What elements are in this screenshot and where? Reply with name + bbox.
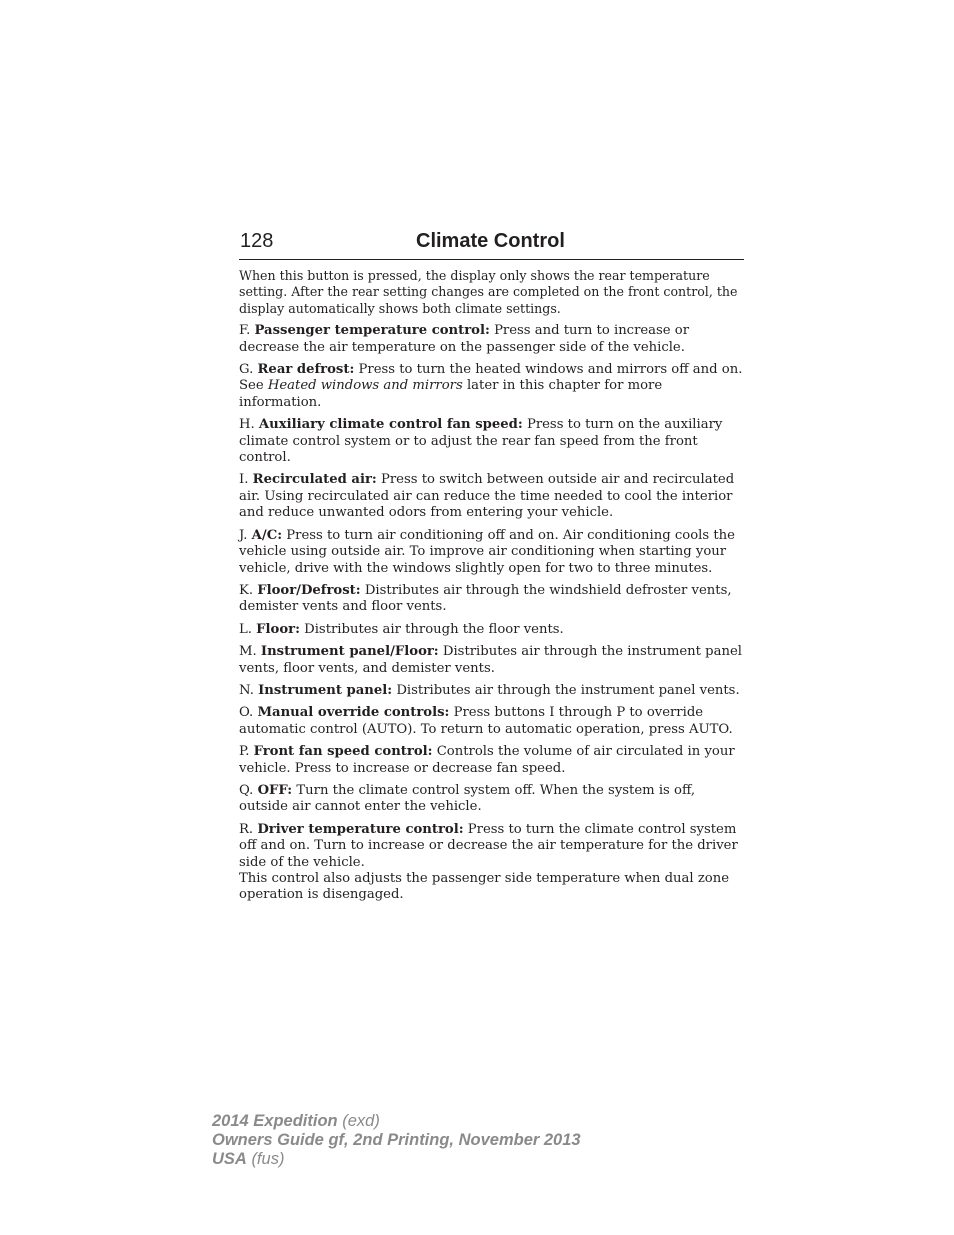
item-term: Rear defrost: — [257, 362, 355, 378]
item-term: Instrument panel/Floor: — [260, 644, 439, 660]
item-term: Manual override controls: — [257, 705, 450, 721]
footer-market: USA — [212, 1150, 247, 1168]
item-letter: H. — [239, 417, 255, 433]
footer-vehicle-code: (exd) — [342, 1112, 380, 1130]
page-footer — [212, 1112, 581, 1169]
item-text: Distributes air through the instrument panel vents, floor vents, and demister vents. — [239, 644, 742, 676]
footer-printing-line: Owners Guide gf, 2nd Printing, November 2013 — [212, 1131, 581, 1149]
item-letter: N. — [239, 682, 254, 698]
item-text: Press buttons I through P to override automatic control (AUTO). To return to automatic operation, press AUTO. — [239, 705, 733, 737]
list-item-h — [239, 417, 745, 466]
item-text: later in this chapter for more information. — [239, 378, 663, 410]
list-item-j — [239, 528, 745, 577]
item-term: Auxiliary climate control fan speed: — [258, 417, 523, 433]
item-letter: Q. — [239, 782, 254, 798]
closing-note: This control also adjusts the passenger side temperature when dual zone operation is disengaged. — [239, 871, 729, 903]
page-body — [239, 268, 745, 910]
item-term: Passenger temperature control: — [254, 323, 490, 339]
item-letter: G. — [239, 362, 254, 378]
page-header — [239, 229, 744, 260]
list-item-i — [239, 472, 745, 521]
item-text: Press to turn the climate control system off and on. Turn to increase or decrease the air temperature for the driver side of the vehicle. — [239, 821, 738, 870]
list-item-l — [239, 622, 745, 638]
item-text: Distributes air through the floor vents. — [304, 621, 564, 637]
item-term: Front fan speed control: — [253, 744, 433, 760]
item-letter: R. — [239, 821, 254, 837]
item-letter: K. — [239, 582, 254, 598]
cross-reference-link[interactable]: Heated windows and mirrors — [267, 378, 463, 394]
list-item-g — [239, 362, 745, 411]
item-text: Press to turn the heated windows and mirrors off and on. See — [239, 362, 743, 394]
item-letter: L. — [239, 621, 252, 637]
list-item-f — [239, 323, 745, 356]
item-text: Press to switch between outside air and recirculated air. Using recirculated air can reduce the time needed to cool the interior and reduce unwanted odors from entering your vehicle. — [239, 472, 735, 521]
item-text: Press to turn air conditioning off and on. Air conditioning cools the vehicle using outside air. To improve air conditioning when starting your vehicle, drive with the windows slightly open for two to three minutes. — [239, 527, 735, 576]
item-term: Recirculated air: — [252, 472, 377, 488]
list-item-p — [239, 744, 745, 777]
footer-vehicle-line — [212, 1112, 581, 1131]
list-item-r — [239, 822, 745, 871]
item-term: Driver temperature control: — [257, 821, 464, 837]
intro-paragraph: When this button is pressed, the display only shows the rear temperature setting. After the rear setting changes are completed on the front control, the display automatically shows both climate settings. — [239, 268, 738, 316]
item-letter: J. — [239, 527, 248, 543]
item-letter: I. — [239, 472, 249, 488]
list-item-k — [239, 583, 745, 616]
footer-market-line — [212, 1150, 581, 1169]
item-term: Floor/Defrost: — [257, 582, 361, 598]
item-text: Distributes air through the windshield defroster vents, demister vents and floor vents. — [239, 582, 732, 615]
list-item-o — [239, 705, 745, 738]
item-term: OFF: — [257, 782, 293, 798]
list-item-n — [239, 683, 745, 699]
item-letter: O. — [239, 705, 254, 721]
footer-vehicle: 2014 Expedition — [212, 1112, 338, 1130]
page-number: 128 — [240, 230, 274, 252]
item-letter: F. — [239, 323, 251, 339]
item-term: Floor: — [256, 621, 300, 637]
item-term: A/C: — [251, 527, 283, 543]
item-letter: P. — [239, 744, 250, 760]
item-term: Instrument panel: — [258, 682, 393, 698]
item-text: Press to turn on the auxiliary climate control system or to adjust the rear fan speed from the front control. — [239, 417, 723, 466]
item-text: Press and turn to increase or decrease the air temperature on the passenger side of the vehicle. — [239, 323, 690, 355]
item-letter: M. — [239, 644, 257, 660]
page-title: Climate Control — [416, 230, 565, 252]
item-text: Turn the climate control system off. When the system is off, outside air cannot enter the vehicle. — [239, 782, 696, 815]
list-item-m — [239, 644, 745, 677]
footer-market-code: (fus) — [251, 1150, 285, 1168]
item-text: Distributes air through the instrument panel vents. — [396, 682, 740, 698]
item-text: Controls the volume of air circulated in your vehicle. Press to increase or decrease fan speed. — [239, 744, 735, 776]
list-item-q — [239, 783, 745, 816]
